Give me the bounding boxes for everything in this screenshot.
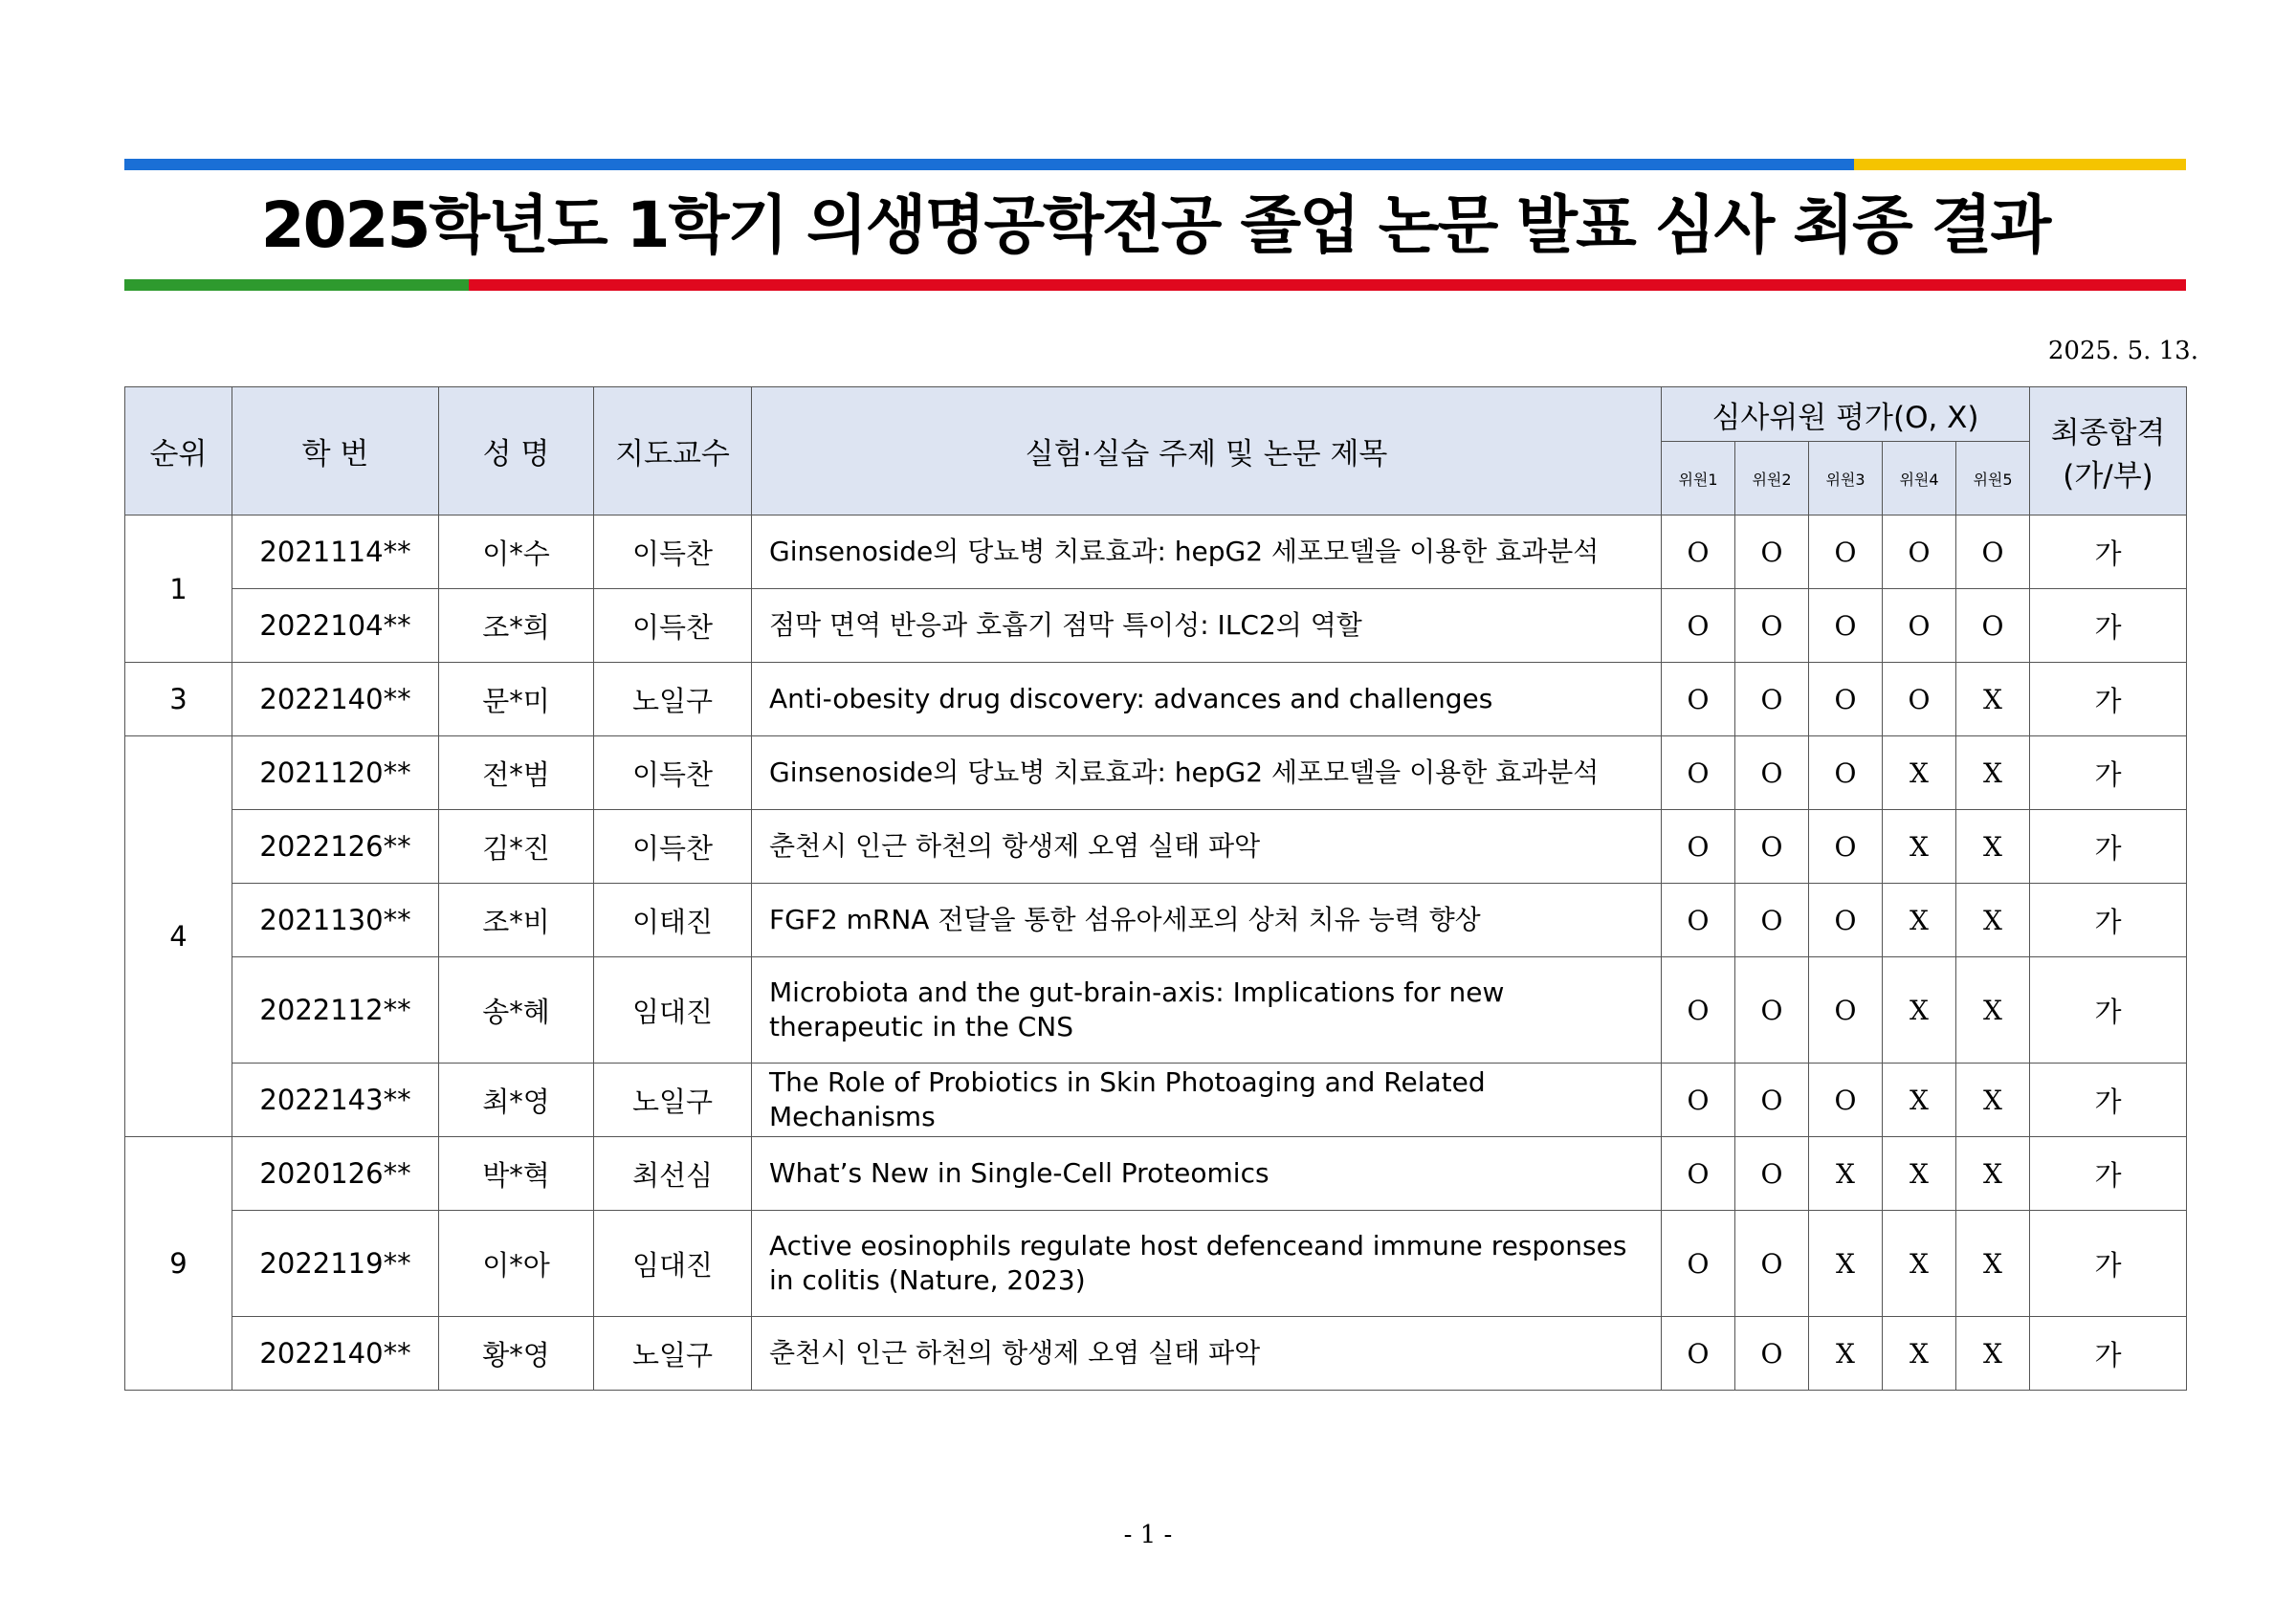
reviewer-mark: O <box>1662 736 1735 810</box>
table-row <box>125 1211 2187 1317</box>
reviewer-mark: X <box>1883 884 1956 957</box>
topic-cell: Anti-obesity drug discovery: advances and challenges <box>752 663 1662 736</box>
advisor-cell: 노일구 <box>594 663 752 736</box>
document-date: 2025. 5. 13. <box>2047 337 2198 365</box>
reviewer-mark: X <box>1956 810 2030 884</box>
student-id-cell: 2021120** <box>232 736 439 810</box>
reviewer-mark: O <box>1662 1317 1735 1391</box>
reviewer-mark: X <box>1883 736 1956 810</box>
topic-cell: FGF2 mRNA 전달을 통한 섬유아세포의 상처 치유 능력 향상 <box>752 884 1662 957</box>
reviewer-mark: X <box>1956 1137 2030 1211</box>
reviewer-mark: O <box>1662 1211 1735 1317</box>
student-id-cell: 2022126** <box>232 810 439 884</box>
student-id-cell: 2022143** <box>232 1064 439 1137</box>
advisor-cell: 임대진 <box>594 957 752 1064</box>
advisor-cell: 노일구 <box>594 1064 752 1137</box>
reviewer-mark: O <box>1735 736 1809 810</box>
reviewer-mark: X <box>1883 810 1956 884</box>
table-row <box>125 884 2187 957</box>
document-title: 2025학년도 1학기 의생명공학전공 졸업 논문 발표 심사 최종 결과 <box>260 188 2050 262</box>
reviewer-mark: X <box>1956 1317 2030 1391</box>
student-id-cell: 2021114** <box>232 515 439 589</box>
rank-cell: 4 <box>125 736 232 1137</box>
table-row <box>125 1137 2187 1211</box>
header-review-group: 심사위원 평가(O, X) <box>1662 387 2030 442</box>
final-result-cell: 가 <box>2030 736 2187 810</box>
page-number: - 1 - <box>1123 1521 1173 1549</box>
bottom-rule-red <box>469 279 2186 291</box>
reviewer-mark: O <box>1735 589 1809 663</box>
reviewer-mark: O <box>1735 1064 1809 1137</box>
rank-cell: 1 <box>125 515 232 663</box>
table-row <box>125 589 2187 663</box>
reviewer-mark: X <box>1809 1137 1883 1211</box>
advisor-cell: 이득찬 <box>594 736 752 810</box>
topic-cell: 점막 면역 반응과 호흡기 점막 특이성: ILC2의 역할 <box>752 589 1662 663</box>
advisor-cell: 이득찬 <box>594 515 752 589</box>
advisor-cell: 노일구 <box>594 1317 752 1391</box>
student-name-cell: 김*진 <box>439 810 594 884</box>
top-rule-blue <box>124 159 1854 170</box>
student-id-cell: 2022119** <box>232 1211 439 1317</box>
reviewer-mark: O <box>1662 884 1735 957</box>
topic-cell: The Role of Probiotics in Skin Photoaging and Related Mechanisms <box>752 1064 1662 1137</box>
reviewer-mark: O <box>1735 1317 1809 1391</box>
reviewer-mark: X <box>1809 1317 1883 1391</box>
student-name-cell: 박*혁 <box>439 1137 594 1211</box>
advisor-cell: 임대진 <box>594 1211 752 1317</box>
reviewer-mark: X <box>1956 1064 2030 1137</box>
student-id-cell: 2022112** <box>232 957 439 1064</box>
reviewer-mark: O <box>1956 589 2030 663</box>
table-row <box>125 1064 2187 1137</box>
reviewer-mark: X <box>1883 1317 1956 1391</box>
reviewer-mark: O <box>1809 736 1883 810</box>
reviewer-mark: O <box>1956 515 2030 589</box>
student-name-cell: 조*비 <box>439 884 594 957</box>
header-name: 성 명 <box>439 387 594 515</box>
header-reviewer-2: 위원2 <box>1735 442 1809 515</box>
student-id-cell: 2022104** <box>232 589 439 663</box>
reviewer-mark: O <box>1662 957 1735 1064</box>
final-result-cell: 가 <box>2030 589 2187 663</box>
rank-cell: 3 <box>125 663 232 736</box>
table-row <box>125 663 2187 736</box>
table-row <box>125 810 2187 884</box>
reviewer-mark: X <box>1956 957 2030 1064</box>
student-name-cell: 전*범 <box>439 736 594 810</box>
reviewer-mark: O <box>1735 1137 1809 1211</box>
reviewer-mark: O <box>1735 884 1809 957</box>
student-name-cell: 조*희 <box>439 589 594 663</box>
table-row <box>125 957 2187 1064</box>
reviewer-mark: X <box>1956 1211 2030 1317</box>
header-advisor: 지도교수 <box>594 387 752 515</box>
header-reviewer-5: 위원5 <box>1956 442 2030 515</box>
table-row <box>125 515 2187 589</box>
header-reviewer-1: 위원1 <box>1662 442 1735 515</box>
reviewer-mark: O <box>1809 663 1883 736</box>
reviewer-mark: O <box>1735 957 1809 1064</box>
student-name-cell: 최*영 <box>439 1064 594 1137</box>
reviewer-mark: O <box>1735 810 1809 884</box>
results-table <box>124 386 2187 1391</box>
topic-cell: 춘천시 인근 하천의 항생제 오염 실태 파악 <box>752 1317 1662 1391</box>
reviewer-mark: O <box>1662 663 1735 736</box>
header-rank: 순위 <box>125 387 232 515</box>
topic-cell: Active eosinophils regulate host defenceand immune responses in colitis (Nature, 2023) <box>752 1211 1662 1317</box>
header-topic: 실험·실습 주제 및 논문 제목 <box>752 387 1662 515</box>
rank-cell: 9 <box>125 1137 232 1391</box>
table-row <box>125 1317 2187 1391</box>
reviewer-mark: X <box>1956 884 2030 957</box>
advisor-cell: 이득찬 <box>594 810 752 884</box>
topic-cell: Ginsenoside의 당뇨병 치료효과: hepG2 세포모델을 이용한 효과분석 <box>752 736 1662 810</box>
student-id-cell: 2020126** <box>232 1137 439 1211</box>
reviewer-mark: O <box>1662 1137 1735 1211</box>
reviewer-mark: O <box>1809 589 1883 663</box>
reviewer-mark: O <box>1735 515 1809 589</box>
student-name-cell: 이*수 <box>439 515 594 589</box>
reviewer-mark: O <box>1735 663 1809 736</box>
reviewer-mark: X <box>1883 1064 1956 1137</box>
reviewer-mark: X <box>1883 1211 1956 1317</box>
reviewer-mark: O <box>1735 1211 1809 1317</box>
reviewer-mark: X <box>1956 663 2030 736</box>
reviewer-mark: X <box>1883 957 1956 1064</box>
reviewer-mark: O <box>1809 1064 1883 1137</box>
reviewer-mark: X <box>1883 1137 1956 1211</box>
student-name-cell: 이*아 <box>439 1211 594 1317</box>
reviewer-mark: O <box>1809 810 1883 884</box>
bottom-rule-green <box>124 279 469 291</box>
final-result-cell: 가 <box>2030 957 2187 1064</box>
reviewer-mark: O <box>1662 515 1735 589</box>
final-result-cell: 가 <box>2030 663 2187 736</box>
advisor-cell: 최선심 <box>594 1137 752 1211</box>
student-name-cell: 송*혜 <box>439 957 594 1064</box>
reviewer-mark: O <box>1883 663 1956 736</box>
reviewer-mark: O <box>1662 810 1735 884</box>
reviewer-mark: O <box>1662 1064 1735 1137</box>
reviewer-mark: O <box>1809 957 1883 1064</box>
reviewer-mark: X <box>1809 1211 1883 1317</box>
table-row <box>125 736 2187 810</box>
header-final-sub: (가/부) <box>2063 458 2153 493</box>
reviewer-mark: O <box>1809 884 1883 957</box>
topic-cell: Microbiota and the gut-brain-axis: Implications for new therapeutic in the CNS <box>752 957 1662 1064</box>
student-name-cell: 황*영 <box>439 1317 594 1391</box>
header-final <box>2030 387 2187 515</box>
topic-cell: Ginsenoside의 당뇨병 치료효과: hepG2 세포모델을 이용한 효과분석 <box>752 515 1662 589</box>
reviewer-mark: O <box>1883 515 1956 589</box>
final-result-cell: 가 <box>2030 1211 2187 1317</box>
advisor-cell: 이태진 <box>594 884 752 957</box>
reviewer-mark: X <box>1956 736 2030 810</box>
topic-cell: 춘천시 인근 하천의 항생제 오염 실태 파악 <box>752 810 1662 884</box>
reviewer-mark: O <box>1662 589 1735 663</box>
final-result-cell: 가 <box>2030 1317 2187 1391</box>
final-result-cell: 가 <box>2030 810 2187 884</box>
topic-cell: What’s New in Single-Cell Proteomics <box>752 1137 1662 1211</box>
header-student-id: 학 번 <box>232 387 439 515</box>
student-name-cell: 문*미 <box>439 663 594 736</box>
final-result-cell: 가 <box>2030 1137 2187 1211</box>
header-reviewer-4: 위원4 <box>1883 442 1956 515</box>
final-result-cell: 가 <box>2030 1064 2187 1137</box>
top-rule-yellow <box>1854 159 2186 170</box>
reviewer-mark: O <box>1809 515 1883 589</box>
header-reviewer-3: 위원3 <box>1809 442 1883 515</box>
final-result-cell: 가 <box>2030 515 2187 589</box>
student-id-cell: 2022140** <box>232 1317 439 1391</box>
final-result-cell: 가 <box>2030 884 2187 957</box>
student-id-cell: 2021130** <box>232 884 439 957</box>
header-final-label: 최종합격 <box>2050 415 2166 450</box>
reviewer-mark: O <box>1883 589 1956 663</box>
advisor-cell: 이득찬 <box>594 589 752 663</box>
student-id-cell: 2022140** <box>232 663 439 736</box>
